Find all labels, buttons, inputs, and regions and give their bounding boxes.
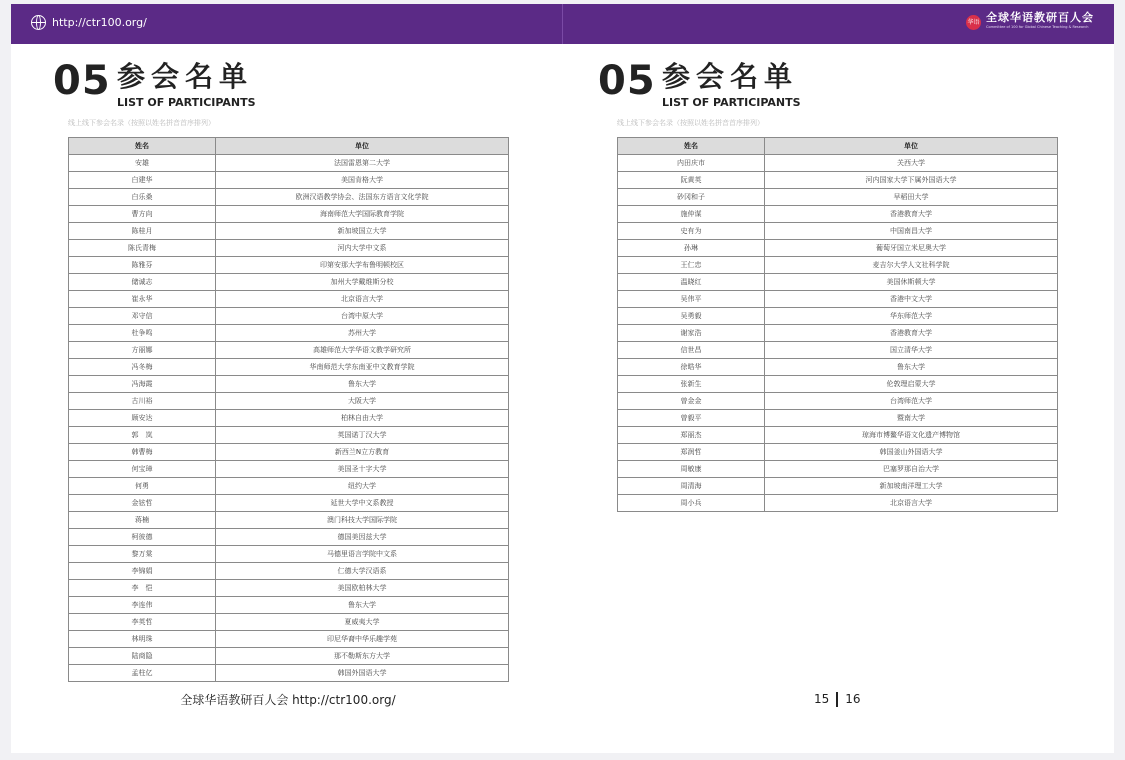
- table-row: [69, 376, 509, 393]
- participant-name: 王仁忠: [618, 257, 765, 274]
- participant-name: 安雄: [69, 155, 216, 172]
- page-gutter: [562, 4, 563, 44]
- participant-affiliation: 伦敦理启蒙大学: [765, 376, 1058, 393]
- participant-name: 方丽娜: [69, 342, 216, 359]
- participant-name: 史有为: [618, 223, 765, 240]
- participant-affiliation: 关西大学: [765, 155, 1058, 172]
- participant-name: 谢家浩: [618, 325, 765, 342]
- table-row: [69, 512, 509, 529]
- table-row: [69, 427, 509, 444]
- column-header-affiliation: 单位: [765, 138, 1058, 155]
- table-row: [69, 665, 509, 682]
- table-row: [69, 495, 509, 512]
- participant-name: 周清海: [618, 478, 765, 495]
- title-en: LIST OF PARTICIPANTS: [662, 96, 801, 109]
- participant-name: 孙琳: [618, 240, 765, 257]
- section-number: 05: [53, 58, 111, 104]
- participant-affiliation: 苏州大学: [216, 325, 509, 342]
- table-row: [69, 614, 509, 631]
- title-zh: 参会名单: [662, 60, 799, 93]
- brand: [967, 11, 1094, 30]
- participant-affiliation: 早稻田大学: [765, 189, 1058, 206]
- participant-affiliation: 葡萄牙国立米尼奥大学: [765, 240, 1058, 257]
- participant-affiliation: 台湾师范大学: [765, 393, 1058, 410]
- table-row: [618, 308, 1058, 325]
- table-row: [618, 461, 1058, 478]
- table-row: [618, 189, 1058, 206]
- participant-affiliation: 麦吉尔大学人文社科学院: [765, 257, 1058, 274]
- title-zh: 参会名单: [117, 60, 254, 93]
- participant-name: 顾安达: [69, 410, 216, 427]
- participant-name: 储诚志: [69, 274, 216, 291]
- participant-name: 金铉哲: [69, 495, 216, 512]
- participant-name: 孟柱亿: [69, 665, 216, 682]
- participant-affiliation: 鲁东大学: [765, 359, 1058, 376]
- participant-affiliation: 美国肯格大学: [216, 172, 509, 189]
- participant-name: 张新生: [618, 376, 765, 393]
- table-row: [69, 563, 509, 580]
- participant-name: 郭 岚: [69, 427, 216, 444]
- participant-affiliation: 海南师范大学国际教育学院: [216, 206, 509, 223]
- participant-name: 李锦娟: [69, 563, 216, 580]
- participant-affiliation: 北京语言大学: [765, 495, 1058, 512]
- participant-affiliation: 延世大学中文系教授: [216, 495, 509, 512]
- participant-name: 周小兵: [618, 495, 765, 512]
- column-header-affiliation: 单位: [216, 138, 509, 155]
- participant-affiliation: 琼海市博鳌华语文化遗产博物馆: [765, 427, 1058, 444]
- participant-affiliation: 北京语言大学: [216, 291, 509, 308]
- brand-logo-icon: 华语: [966, 15, 981, 30]
- participant-name: 冯海霞: [69, 376, 216, 393]
- participant-name: 林明珠: [69, 631, 216, 648]
- page-number-right: 16: [845, 692, 861, 706]
- participant-affiliation: 美国欧柏林大学: [216, 580, 509, 597]
- table-row: [618, 410, 1058, 427]
- table-row: [69, 308, 509, 325]
- participant-affiliation: 马德里语言学院中文系: [216, 546, 509, 563]
- title-en: LIST OF PARTICIPANTS: [117, 96, 256, 109]
- table-row: [618, 444, 1058, 461]
- table-row: [69, 342, 509, 359]
- participant-affiliation: 大阪大学: [216, 393, 509, 410]
- participant-name: 李 恺: [69, 580, 216, 597]
- site-url[interactable]: [31, 15, 147, 30]
- participant-name: 何宝璋: [69, 461, 216, 478]
- participant-name: 内田庆市: [618, 155, 765, 172]
- table-row: [69, 189, 509, 206]
- participant-name: 古川裕: [69, 393, 216, 410]
- left-note: 线上线下参会名录（按照以姓名拼音首序排列）: [68, 119, 215, 127]
- table-row: [69, 410, 509, 427]
- participant-affiliation: 华东师范大学: [765, 308, 1058, 325]
- participant-name: 周敏康: [618, 461, 765, 478]
- table-row: [618, 427, 1058, 444]
- column-header-name: 姓名: [618, 138, 765, 155]
- participant-name: 黎万棠: [69, 546, 216, 563]
- table-row: [69, 257, 509, 274]
- participant-name: 郑润哲: [618, 444, 765, 461]
- table-row: [618, 206, 1058, 223]
- participant-name: 白乐桑: [69, 189, 216, 206]
- participant-affiliation: 鲁东大学: [216, 376, 509, 393]
- participant-affiliation: 新加坡南洋理工大学: [765, 478, 1058, 495]
- participant-affiliation: 英国诺丁汉大学: [216, 427, 509, 444]
- table-row: [69, 206, 509, 223]
- table-row: [69, 359, 509, 376]
- participant-name: 砂冈和子: [618, 189, 765, 206]
- header-bar: [11, 4, 1114, 44]
- participant-affiliation: 德国美因兹大学: [216, 529, 509, 546]
- participant-name: 温晓红: [618, 274, 765, 291]
- participant-affiliation: 香港中文大学: [765, 291, 1058, 308]
- participant-affiliation: 美国圣十字大学: [216, 461, 509, 478]
- table-row: [69, 597, 509, 614]
- participant-name: 柯彼德: [69, 529, 216, 546]
- participant-affiliation: 法国雷恩第二大学: [216, 155, 509, 172]
- table-row: [618, 376, 1058, 393]
- table-row: [618, 325, 1058, 342]
- table-row: [69, 172, 509, 189]
- table-row: [69, 155, 509, 172]
- participant-name: 李连伟: [69, 597, 216, 614]
- participant-name: 曹方向: [69, 206, 216, 223]
- participant-name: 曾毅平: [618, 410, 765, 427]
- participant-name: 何勇: [69, 478, 216, 495]
- participant-name: 韩曹梅: [69, 444, 216, 461]
- table-row: [618, 291, 1058, 308]
- participant-affiliation: 鲁东大学: [216, 597, 509, 614]
- footer-site-text: 全球华语教研百人会 http://ctr100.org/: [180, 693, 396, 707]
- participant-affiliation: 美国休斯顿大学: [765, 274, 1058, 291]
- participant-name: 郑丽杰: [618, 427, 765, 444]
- participant-name: 陈桂月: [69, 223, 216, 240]
- table-row: [69, 291, 509, 308]
- participant-affiliation: 暨南大学: [765, 410, 1058, 427]
- table-row: [618, 478, 1058, 495]
- globe-icon: [31, 15, 46, 30]
- right-participants-table: [617, 137, 1058, 512]
- table-row: [69, 240, 509, 257]
- participant-name: 吴勇毅: [618, 308, 765, 325]
- table-row: [69, 223, 509, 240]
- table-row: [618, 223, 1058, 240]
- brand-name: 全球华语教研百人会: [986, 11, 1094, 24]
- table-row: [69, 274, 509, 291]
- table-row: [618, 240, 1058, 257]
- participant-affiliation: 韩国外国语大学: [216, 665, 509, 682]
- table-row: [69, 546, 509, 563]
- table-row: [618, 495, 1058, 512]
- participant-affiliation: 欧洲汉语教学协会、法国东方语言文化学院: [216, 189, 509, 206]
- table-row: [618, 274, 1058, 291]
- participant-affiliation: 中国南昌大学: [765, 223, 1058, 240]
- table-row: [69, 461, 509, 478]
- participant-name: 信世昌: [618, 342, 765, 359]
- table-row: [69, 444, 509, 461]
- table-header-row: [618, 138, 1058, 155]
- table-header-row: [69, 138, 509, 155]
- participant-name: 徐晧华: [618, 359, 765, 376]
- table-row: [618, 359, 1058, 376]
- table-row: [69, 478, 509, 495]
- table-row: [69, 631, 509, 648]
- page-separator: [836, 692, 838, 707]
- participant-affiliation: 香港教育大学: [765, 325, 1058, 342]
- table-row: [618, 342, 1058, 359]
- participant-affiliation: 高雄师范大学华语文教学研究所: [216, 342, 509, 359]
- participant-affiliation: 加州大学戴维斯分校: [216, 274, 509, 291]
- section-number: 05: [598, 58, 656, 104]
- participant-affiliation: 仁德大学汉语系: [216, 563, 509, 580]
- table-row: [69, 580, 509, 597]
- participant-affiliation: 河内国家大学下属外国语大学: [765, 172, 1058, 189]
- participant-affiliation: 台湾中原大学: [216, 308, 509, 325]
- participant-name: 陈氏青梅: [69, 240, 216, 257]
- participant-affiliation: 印尼华裔中华乐趣学苑: [216, 631, 509, 648]
- participant-name: 陆商隐: [69, 648, 216, 665]
- table-row: [618, 155, 1058, 172]
- participant-affiliation: 那不勒斯东方大学: [216, 648, 509, 665]
- participant-affiliation: 韩国釜山外国语大学: [765, 444, 1058, 461]
- table-row: [618, 393, 1058, 410]
- page-number-left: 15: [814, 692, 830, 706]
- participant-affiliation: 香港教育大学: [765, 206, 1058, 223]
- participant-name: 陈雅芬: [69, 257, 216, 274]
- participant-affiliation: 夏威夷大学: [216, 614, 509, 631]
- participant-affiliation: 柏林自由大学: [216, 410, 509, 427]
- participant-affiliation: 印第安那大学布鲁明顿校区: [216, 257, 509, 274]
- participant-name: 蒋楠: [69, 512, 216, 529]
- participant-name: 白建华: [69, 172, 216, 189]
- table-row: [618, 257, 1058, 274]
- site-url-text[interactable]: http://ctr100.org/: [52, 16, 147, 29]
- participant-affiliation: 巴塞罗那自治大学: [765, 461, 1058, 478]
- table-row: [618, 172, 1058, 189]
- participant-affiliation: 新加坡国立大学: [216, 223, 509, 240]
- participant-affiliation: 纽约大学: [216, 478, 509, 495]
- participant-name: 杜争鸣: [69, 325, 216, 342]
- participant-name: 曾金金: [618, 393, 765, 410]
- table-row: [69, 393, 509, 410]
- participant-name: 阮黄英: [618, 172, 765, 189]
- participant-name: 崔永华: [69, 291, 216, 308]
- column-header-name: 姓名: [69, 138, 216, 155]
- table-row: [69, 648, 509, 665]
- participant-name: 吴伟平: [618, 291, 765, 308]
- participant-name: 邓守信: [69, 308, 216, 325]
- participant-affiliation: 河内大学中文系: [216, 240, 509, 257]
- left-participants-table: [68, 137, 509, 682]
- participant-name: 冯冬梅: [69, 359, 216, 376]
- participant-affiliation: 国立清华大学: [765, 342, 1058, 359]
- table-row: [69, 325, 509, 342]
- participant-name: 施仲谋: [618, 206, 765, 223]
- page-numbers: [814, 692, 861, 707]
- participant-affiliation: 澳门科技大学国际学院: [216, 512, 509, 529]
- table-row: [69, 529, 509, 546]
- participant-affiliation: 华南师范大学东南亚中文教育学院: [216, 359, 509, 376]
- brand-tagline: Committee of 100 for Global Chinese Teaching & Research: [986, 25, 1089, 29]
- participant-affiliation: 新西兰N立方教育: [216, 444, 509, 461]
- right-note: 线上线下参会名录（按照以姓名拼音首序排列）: [617, 119, 764, 127]
- participant-name: 李英哲: [69, 614, 216, 631]
